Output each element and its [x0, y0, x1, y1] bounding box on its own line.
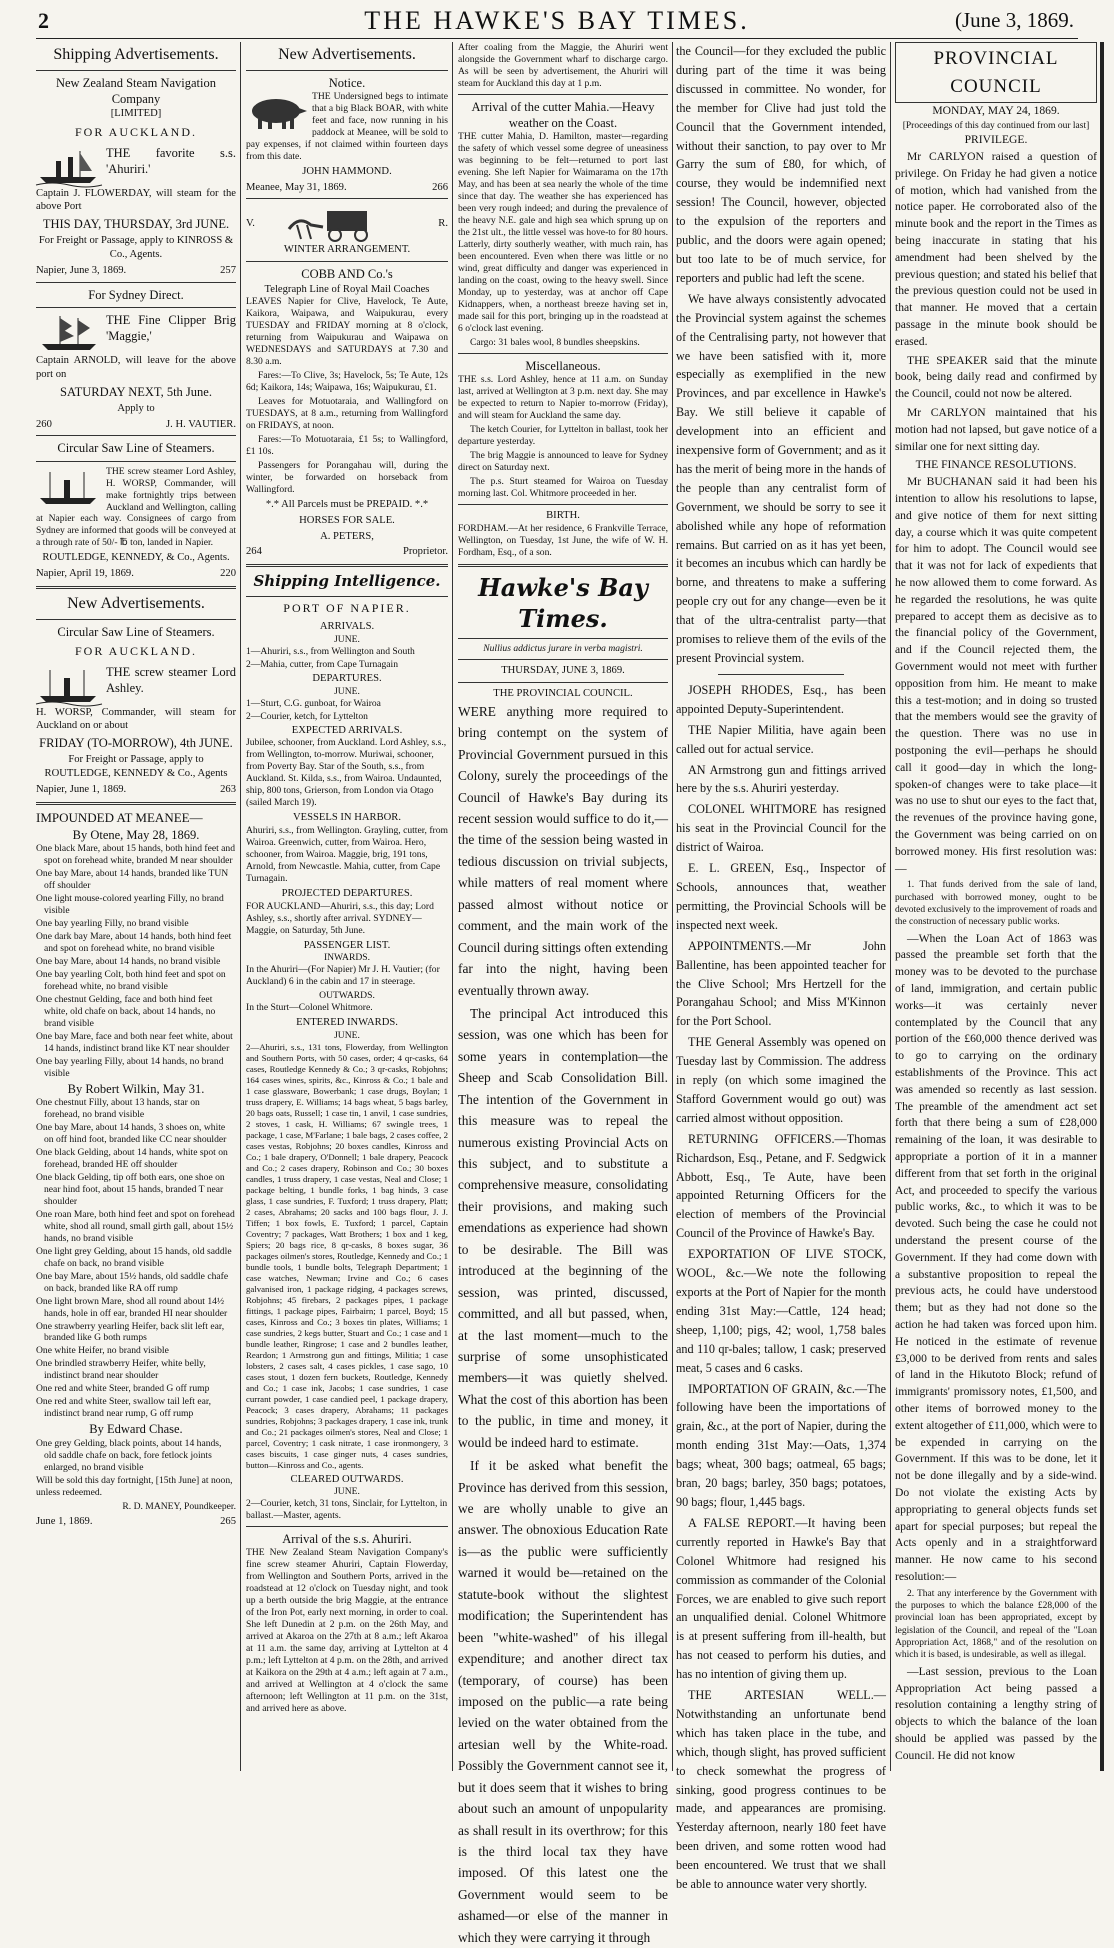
- arrivals-month: JUNE.: [334, 633, 360, 645]
- list-item: One light brown Mare, shod all round about 14½ hands, hole in off ear, branded HI near shoulder: [36, 1295, 228, 1319]
- list-item: One chestnut Gelding, face and both hind feet white, old chafe on back, about 14 hands, no brand visible: [36, 993, 216, 1029]
- entered-inwards-text: 2—Ahuriri, s.s., 131 tons, Flowerday, from Wellington and Southern Ports, with 50 cases, order; 4 qr-casks, 64 cases, Routledge Kennedy & Co.; 3 qr-casks, Robjohns; 164 cases wines, spirits, &c., Kinross & Co.; 1 bale and 1 case glassware, Bowerbank; 1 case drugs, Boylan; 1 truss drapery, E. Williams; 14 bags wheat, 5 bags barley, 20 bags oats, Russell; 1 case tin, 1 anvil, 1 case sundries, 2 stoves, 1 cask, H. Williams; 67 swingle trees, 1 package, 1 case, M'Farlane; 1 bale bags, 2 cases coffee, 2 cases vestas, Robjohns; 20 boxes candles, Kinross and Co.; 1 bale drapery, O'Donnell; 1 bale drapery, Peacock and Co.; 2 cases drapery, Robinson and Co.; 30 boxes candles, 1 truss drapery, 1 case vestas, Neal and Close; 1 package belting, 1 bundle forks, 1 bag hinds, 3 case glass, 1 case sundries, F. Tuxford; 1 truss drapery, Platt; 2 cases, Abrahams; 20 sacks and 100 bags flour, J. J. Tiffen; 1 box fowls, E. Tuxford; 1 parcel, Captain Coventry; 7 packages, Watt Brothers; 1 box and 1 keg, Spiers; 20 bags rice, 8 qr-casks, 8 boxes sugar, 36 packages oilmen's stores, Routledge, Kennedy and Co.; 1 bundle tools, 1 bundle bolts, Telegraph Department; 1 case watches, Newman; Irvine and Co.; 6 cases galvanised iron, 1 package ridging, 4 packages screws, Robjohns; 45 firebars, 2 packages pipes, 1 package fittings, 1 package pipes, Fairbairn; 1 parcel, Boyd; 15 cases, Kinross and Co.; 3 boxes tin plates, Williams; 1 case sundries, 2 kegs butter, Stuart and Co.; 1 case and 1 bundle leather, Ringrose; 1 case and 2 bundles leather, Reardon; 1 Armstrong gun and fittings, Militia; 1 case lobsters, 2 cases salt, 4 cases pickles, 1 case sago, 10 cases stout, 1 dozen fern buckets, Routledge, Kennedy and Co.; 1 case ink, Jacobs; 1 case sundries, 1 case currant powder, 1 case candied peel, 1 package drapery, Peacock; 3 cases drapery, Abrahams; 11 packages sundries, Robjohns; 3 packages drapery, 1 case ink, trunk and Co.; 21 packages oilmen's stores, Neal and Close; 1 parcel, Coventry; 1 cask nitrate, 1 case ironmongery, 3 cases biscuits, 1 case ginger nuts, 4 cases sundries, button—Kinross and Co., agents.: [246, 1042, 448, 1470]
- expected-arrivals-header: EXPECTED ARRIVALS.: [291, 724, 403, 736]
- projected-departures-header: PROJECTED DEPARTURES.: [281, 887, 413, 899]
- worsp-when: FRIDAY (TO-MORROW), 4th JUNE.: [39, 736, 233, 751]
- chase-list: [36, 1438, 236, 1474]
- misc-maggie: The brig Maggie is announced to leave for Sydney direct on Saturday next.: [458, 450, 668, 474]
- rule: [246, 198, 448, 199]
- departures-list: [246, 698, 448, 723]
- ad-number: 266: [432, 181, 448, 193]
- circular-saw-header-2: Circular Saw Line of Steamers.: [57, 624, 215, 639]
- list-item: One bay yearling Colt, both hind feet and spot on forehead white, no brand visible: [36, 968, 226, 992]
- royal-mail-line: Telegraph Line of Royal Mail Coaches: [264, 283, 430, 295]
- company-name: New Zealand Steam Navigation Company: [55, 75, 217, 107]
- list-item: One bay Mare, about 14 hands, 3 shoes on, white on off hind foot, branded like CC near shoulder: [36, 1121, 227, 1145]
- list-item: One bay yearling Filly, no brand visible: [36, 917, 189, 929]
- circular-saw-text: THE screw steamer Lord Ashley, H. WORSP, Commander, will make fortnightly trips between Auckland and Wellington, calling at Napier each way. Consignees of cargo from Sydney are informed that goods will be conveyed at a through rate of 50/- ℔ ton, landed in Napier.: [36, 465, 236, 549]
- privilege-paragraph: Mr CARLYON maintained that his motion had not lapsed, but gave notice of a similar one for next sitting day.: [895, 405, 1097, 453]
- column-divider: [672, 42, 673, 1771]
- maggie-when: SATURDAY NEXT, 5th June.: [60, 384, 212, 399]
- ahuriri-captain: Captain J. FLOWERDAY, will steam for the above Port: [36, 187, 236, 213]
- port-of-napier: PORT OF NAPIER.: [283, 600, 411, 615]
- vessels-in-harbor-header: VESSELS IN HARBOR.: [292, 812, 401, 824]
- impound-footer: June 1, 1869.: [36, 1515, 93, 1527]
- cleared-outwards-header: CLEARED OUTWARDS.: [290, 1473, 404, 1485]
- vessels-in-harbor: Ahuriri, s.s., from Wellington. Grayling, cutter, from Wairoa. Greenwich, cutter, from Wairoa. Hero, schooner, from Wairoa. Maggie, brig, 191 tons, Arnold, from Newcastle. Mahia, cutter, from Cape Turnagain.: [246, 825, 448, 884]
- cleared-outwards-text: 2—Courier, ketch, 31 tons, Sinclair, for Lyttelton, in ballast.—Master, agents.: [246, 1498, 448, 1522]
- news-item: JOSEPH RHODES, Esq., has been appointed Deputy-Superintendent.: [676, 682, 886, 716]
- column-divider: [240, 42, 241, 1771]
- wilkin-subheader: By Robert Wilkin, May 31.: [67, 1081, 205, 1096]
- shipping-intelligence-header: Shipping Intelligence.: [253, 572, 441, 591]
- expected-arrivals: Jubilee, schooner, from Auckland. Lord Ashley, s.s., from Wellington, to-morrow. Muriwai, schooner, from Poverty Bay. Star of the South, s.s., from Auckland. St. Kilda, s.s., from Wairoa. Undaunted, ship, 800 tons, Grierson, from London via Otago (sailed March 19).: [246, 737, 447, 809]
- ad-number: 264: [246, 546, 262, 558]
- wallingford-fares: Fares:—To Motuotaraia, £1 5s; to Wallingford, £1 10s.: [246, 434, 448, 458]
- steamship-icon: [36, 147, 102, 187]
- entered-inwards-header: ENTERED INWARDS.: [296, 1017, 398, 1029]
- inwards-label: INWARDS.: [323, 952, 371, 964]
- circular-saw-ad: [36, 466, 236, 581]
- notice-footer: Meanee, May 31, 1869.: [246, 181, 347, 193]
- vr-left: V.: [246, 217, 255, 229]
- entered-month: JUNE.: [334, 1030, 360, 1042]
- outwards-label: OUTWARDS.: [319, 990, 375, 1002]
- for-auckland-heading-2: FOR AUCKLAND.: [74, 644, 197, 659]
- column-divider: [452, 42, 453, 1771]
- list-item: One bay yearling Filly, about 14 hands, no brand visible: [36, 1055, 224, 1079]
- rule: [458, 682, 668, 683]
- editorial-title: THE PROVINCIAL COUNCIL.: [493, 688, 633, 700]
- list-item: 2—Mahia, cutter, from Cape Turnagain: [246, 658, 399, 670]
- coaling-note: After coaling from the Maggie, the Ahuriri went alongside the Government wharf to discharge cargo. As will be seen by advertisement, the Ahuriri will steam for Auckland this day at 1 p.m.: [458, 42, 668, 89]
- news-item: APPOINTMENTS.—Mr John Ballentine, has been appointed teacher for the Clive School; Mrs Hertzell for the Porangahau School; and Miss M'Kinnon for the Port School.: [676, 938, 886, 1029]
- rule: [246, 261, 448, 262]
- departures-header: DEPARTURES.: [312, 672, 382, 684]
- notice-title: Notice.: [328, 75, 366, 90]
- ad-number: 257: [220, 264, 236, 276]
- list-item: One light grey Gelding, about 15 hands, old saddle chafe on back, no brand visible: [36, 1245, 232, 1269]
- peters-name: A. PETERS,: [320, 530, 374, 542]
- maggie-captain: Captain ARNOLD, will leave for the above port on: [36, 354, 236, 380]
- list-item: One chestnut Filly, about 13 hands, star on forehead, no brand visible: [36, 1096, 200, 1120]
- ahuriri-arrival-header: Arrival of the s.s. Ahuriri.: [282, 1532, 412, 1547]
- ahuriri-arrival-text: THE New Zealand Steam Navigation Company's fine screw steamer Ahuriri, Captain Flowerday, from Wellington and Southern Ports, arrived in the roadstead at 12 o'clock on Tuesday night, and took up a berth outside the brig Maggie, at the entrance of the Iron Pot, early next morning, in order to coal. She left Dunedin at 2 p.m. on the 26th May, and arrived at Akaroa on the 27th at 8 a.m.; left Akaroa at 11 a.m. the same day, arriving at Lyttelton at 4 p.m.; left Lyttelton at 4 p.m. on the 28th, and arrived at Kaikora on the 29th at 4 a.m.; left again at 7 a.m., and arrived at Wellington at 4 o'clock the same afternoon; left Wellington at 11 p.m. on the 31st, and arrived here as above.: [246, 1547, 448, 1715]
- rule: [458, 94, 668, 95]
- royal-mail-coach-icon: [287, 203, 407, 243]
- column-3: [458, 42, 668, 1945]
- double-rule: [36, 802, 236, 805]
- coach-schedule: LEAVES Napier for Clive, Havelock, Te Aute, Kaikora, Waipawa, and Waipukurau, every TUESDAY and FRIDAY morning at 8 o'clock, returning from Waipukurau and Waipawa on WEDNESDAYS and SATURDAYS at 7.30 and 8.30 a.m.: [246, 296, 448, 368]
- list-item: One black Gelding, tip off both ears, one shoe on near hind foot, about 15 hands, branded T near shoulder: [36, 1171, 225, 1207]
- list-item: One red and white Steer, branded G off rump: [36, 1383, 210, 1395]
- circular-saw-agents: ROUTLEDGE, KENNEDY, & Co., Agents.: [42, 552, 230, 564]
- sailing-brig-icon: [36, 314, 102, 354]
- finance-resolutions-header: THE FINANCE RESOLUTIONS.: [915, 458, 1077, 472]
- news-item: E. L. GREEN, Esq., Inspector of Schools, announces that, weather permitting, the Provincial Schools will be inspected next week.: [676, 861, 886, 932]
- list-item: 2—Courier, ketch, for Lyttelton: [246, 710, 368, 722]
- miscellaneous-header: Miscellaneous.: [525, 359, 601, 374]
- motto: Nullius addictus jurare in verba magistri.: [483, 643, 643, 655]
- ahuriri-text: THE favorite s.s. 'Ahuriri.': [106, 145, 236, 176]
- shipping-ads-header: Shipping Advertisements.: [53, 46, 219, 63]
- rule: [36, 461, 236, 462]
- double-rule: [246, 564, 448, 567]
- editorial-continuation: the Council—for they excluded the public during part of the time it was being discussed in committee. No wonder, for the member for Clive had just told the Council that the Government intended, without their sanction, to pay over to Mr Garry the sum of £80, for which, of course, they would be indemnified next session! The Council, however, objected to the expulsion of the reporters and public, and the doors were again opened; but too late to be of much service, for reporters and public had left the scene.: [676, 44, 886, 285]
- coach-fares: Fares:—To Clive, 3s; Havelock, 5s; Te Aute, 12s 6d; Kaikora, 14s; Waipawa, 16s; Waipukurau, £1.: [246, 370, 448, 394]
- vr-right: R.: [438, 217, 448, 229]
- list-item: One white Heifer, no brand visible: [36, 1345, 169, 1357]
- misc-courier: The ketch Courier, for Lyttelton in ballast, took her departure yesterday.: [458, 424, 668, 448]
- rule: [36, 619, 236, 620]
- circular-saw-footer: Napier, April 19, 1869.: [36, 568, 134, 580]
- column-4: [676, 42, 886, 1892]
- issue-date: (June 3, 1869.: [955, 8, 1074, 32]
- list-item: One black Gelding, about 14 hands, white spot on forehead, branded HE off shoulder: [36, 1146, 228, 1170]
- editorial-paragraph: If it be asked what benefit the Province has derived from this session, we are wholly unable to give an answer. The obnoxious Education Rate is—as the public were sufficiently warned it would be—retained on the statute-book without the slightest modification; the Superintendent has been "white-washed" of his illegal expenditure; and another direct tax (temporary, of course) has been imposed on the public—a rate being levied on the water obtained from the artesian well by the White-road. Possibly the Government cannot see it, but it does seem that it wishes to bring about such an amount of unpopularity as shall result in its overthrow; for this is the third local tax they have imposed. Of this latest one the Government would seem to be ashamed—or else of the manner in which they were carrying it through: [458, 1458, 668, 1945]
- list-item: One black Mare, about 15 hands, both hind feet and spot on forehead white, branded M near shoulder: [36, 842, 236, 866]
- ahuriri-when: THIS DAY, THURSDAY, 3rd JUNE.: [42, 217, 230, 232]
- rule: [246, 1526, 448, 1527]
- rule: [458, 353, 668, 354]
- editorial-date: THURSDAY, JUNE 3, 1869.: [501, 665, 625, 677]
- horses-for-sale: HORSES FOR SALE.: [299, 514, 395, 526]
- editorial-paragraph: We have always consistently advocated the Provincial system against the schemes of the Centralising party, not however that we have been satisfied with it, more especially as exemplified in the new Provinces, and par excellence in Hawke's Bay. We still believe it capable of development into an efficient and inexpensive form of Government; and as it has the merit of being more in the hands of the people than any centralist form of Government, we should be sorry to see it abolished while any hope of reformation remains. But carried on as it has yet been, it becomes an incubus which can hardly be borne, and threatens to make a suffering people cry out for any change—even be it that of the ultra-centralist party—that promises to relieve them of the evils of the present Provincial system.: [676, 291, 886, 665]
- page-number: 2: [38, 8, 49, 33]
- passenger-list-header: PASSENGER LIST.: [303, 939, 391, 951]
- maggie-agent: J. H. VAUTIER.: [166, 418, 236, 430]
- maggie-apply: Apply to: [117, 402, 155, 414]
- lord-ashley-text: THE screw steamer Lord Ashley.: [106, 664, 236, 695]
- limited-label: [LIMITED]: [110, 108, 162, 120]
- masthead: [0, 0, 1114, 40]
- rule: [458, 504, 668, 505]
- steamship-icon: [36, 468, 102, 508]
- passenger-outwards: In the Sturt—Colonel Whitmore.: [246, 1002, 373, 1014]
- birth-notice: FORDHAM.—At her residence, 6 Frankville Terrace, Wellington, on Tuesday, 1st June, the wife of W. H. Fordham, Esq., of a son.: [458, 523, 668, 558]
- ad-number: 265: [220, 1515, 236, 1527]
- news-item: THE General Assembly was opened on Tuesday last by Commission. The address in reply (on which some imagined the Stafford Government would go out) was carried almost without opposition.: [676, 1035, 886, 1125]
- list-item: One red and white Steer, swallow tail left ear, indistinct brand near rump, G off rump: [36, 1396, 212, 1420]
- rule: [718, 674, 844, 675]
- editorial-paragraph: The principal Act introduced this session, was one which has been for some years in contemplation—the Sheep and Scab Consolidation Bill. The intention of the Government in this measure was to repeal the numerous existing Provincial Acts on this subject, and to substitute a comprehensive measure, consolidating their provisions, and making such emendations as experience had shown to be desirable. The Bill was introduced at the beginning of the session, was printed, discussed, committed, and all but passed, when, at the last moment—much to the surprise of some unsophisticated members—it was quietly shelved. What the cost of this abortion has been to the public, in time and money, it would be indeed hard to estimate.: [458, 1005, 668, 1450]
- list-item: One bay Mare, face and both near feet white, about 14 hands, indistinct brand like KT near shoulder: [36, 1030, 233, 1054]
- maggie-ad: [36, 312, 236, 431]
- birth-header: BIRTH.: [546, 510, 580, 522]
- rule: [458, 659, 668, 660]
- council-note: [Proceedings of this day continued from our last]: [902, 120, 1090, 131]
- circular-saw-header: Circular Saw Line of Steamers.: [57, 441, 215, 456]
- wilkin-list: [36, 1097, 236, 1421]
- provincial-council-header: PROVINCIAL COUNCIL: [895, 42, 1097, 103]
- sale-notice: Will be sold this day fortnight, [15th June] at noon, unless redeemed.: [36, 1474, 233, 1498]
- otene-subheader: By Otene, May 28, 1869.: [72, 827, 200, 842]
- wallingford-schedule: Leaves for Motuotaraia, and Wallingford on TUESDAYS, at 8 a.m., returning from Wallingford on FRIDAYS, at noon.: [246, 396, 448, 432]
- proprietor-label: Proprietor.: [402, 546, 448, 558]
- cleared-month: JUNE.: [334, 1486, 360, 1498]
- news-item: COLONEL WHITMORE has resigned his seat in the Provincial Council for the district of Wairoa.: [676, 802, 886, 855]
- news-item: EXPORTATION OF LIVE STOCK, WOOL, &c.—We note the following exports at the Port of Napier for the month ending 31st May:—Cattle, 124 head; sheep, 1,100; pigs, 42; wool, 1,758 bales and 110 qr-bales; tallow, 1 cask; preserved meat, 5 cases and 6 casks.: [676, 1247, 886, 1375]
- arrivals-list: [246, 646, 448, 671]
- news-item: THE ARTESIAN WELL.—Notwithstanding an unfortunate bend which has taken place in the tube, and which, though slight, has proved sufficient to check somewhat the progress of sinking, good progress continues to be made, and appearances are promising. Yesterday afternoon, nearly 180 feet have been driven, and some rotten wood had been encountered. We trust that we shall be able to announce water very shortly.: [676, 1688, 886, 1892]
- list-item: One strawberry yearling Heifer, back slit left ear, branded like G both rumps: [36, 1320, 225, 1344]
- council-date: MONDAY, MAY 24, 1869.: [932, 104, 1060, 118]
- news-item: A FALSE REPORT.—It having been currently reported in Hawke's Bay that Colonel Whitmore had resigned his commission as commander of the Colonial Forces, we are enabled to give such report an unqualified denial. Colonel Whitmore is at present suffering from ill-health, but has not ceased to perform his duties, and has no intention of giving them up.: [676, 1515, 886, 1682]
- cobb-and-co: COBB AND Co.'s: [301, 267, 393, 282]
- rule: [246, 70, 448, 71]
- poundkeeper: R. D. MANEY, Poundkeeper.: [122, 1500, 236, 1512]
- boar-icon: [246, 91, 308, 133]
- finance-paragraph: —When the Loan Act of 1863 was passed the preamble set forth that the money was to be devoted to the purchase of land, immigration, and certain public works—it was certainly never contemplated by the Council that any portion of the £60,000 thence derived was to go to carrying on the ordinary establishments of the Province. This act was amended so recently as last session. The preamble of the amendment act set forth that there being a sum of £28,000 remaining of the loan, it was desirable to appropriate a portion of it in a manner different from that set forth in the original Act, and proceeded to specify the various public works, &c., to which it was to be devoted. Such being the case he could not understand the present course of the Government. If they had come down with a substantive proposition to repeal the previous acts, he could have understood them; but as they had not done so the action he had taken was forced upon him. He noticed in the estimate of revenue £3,000 to be derived from rents and sales of land in the Hikutoto Block; refund of immigrants' promissory notes, £1,500, and other items of borrowed money to the extent altogether of £11,000, which were to be expended in carrying on the Government. If this was to be done, let it not be done illegally and by a side-wind. Do not violate the existing Acts by appropriating to general objects funds set apart for special purposes; but repeal the Acts openly and in a straightforward manner. He now came to his second resolution:—: [895, 931, 1097, 1583]
- porangahau-note: Passengers for Porangahau will, during the winter, be forwarded on horseback from Wallingford.: [246, 460, 448, 496]
- privilege-paragraph: Mr CARLYON raised a question of privilege. On Friday he had given a notice of motion, which had vanished from the notice paper. He corroborated also of the minute book and the report in the Times as being inaccurate in stating that his amendment had been shelved by the previous question; and stated his belief that the previous question could not be used in that manner. He moved that a certain passage in the minute book should be erased.: [895, 150, 1097, 348]
- list-item: One bay Mare, about 15½ hands, old saddle chafe on back, branded like RA off rump: [36, 1270, 229, 1294]
- worsp-freight: For Freight or Passage, apply to ROUTLEDGE, KENNEDY & Co., Agents: [44, 754, 228, 780]
- column-5: [895, 42, 1097, 1771]
- finance-paragraph: —Last session, previous to the Loan Appropriation Act being passed a resolution containing a lengthy string of objects to which the balance of the loan should be applied was passed by the Council. He did not know: [895, 1664, 1097, 1762]
- sydney-header: For Sydney Direct.: [88, 287, 184, 302]
- arrivals-header: ARRIVALS.: [319, 621, 375, 633]
- rule: [36, 307, 236, 308]
- rule: [246, 596, 448, 597]
- ad-number: 220: [220, 568, 236, 580]
- for-auckland-heading: FOR AUCKLAND.: [74, 125, 197, 140]
- paper-title: Hawke's Bay Times.: [478, 572, 648, 634]
- ad-number: 260: [36, 418, 52, 430]
- list-item: 1—Ahuriri, s.s., from Wellington and South: [246, 645, 415, 657]
- lord-ashley-ad: [36, 664, 236, 797]
- projected-departures: FOR AUCKLAND—Ahuriri, s.s., this day; Lord Ashley, s.s., shortly after arrival. SYDNEY—Maggie, on Saturday, 5th June.: [246, 900, 434, 936]
- mahia-text: THE cutter Mahia, D. Hamilton, master—regarding the safety of which vessel some degree of uneasiness was beginning to be felt—returned to port last evening. She left Napier for Waimarama on the 17th May, and has been at sea nearly the whole of the time since that day. The weather she has experienced has been very rough indeed; and during the prevalence of the heavy N.E. gale and high sea which sprung up on the 21st ult., the little vessel was hove-to for 80 hours. Latterly, dirty southerly weather, with much rain, has been encountered. Even when there was little or no wind, great difficulty and danger was experienced in landing on the coast, owing to the heavy swell. Since Monday, up to yesterday, was at anchor off Cape Kidnappers, when, a northeast breeze having set in, made sail for this port, bringing up in the roadstead at 6 o'clock last evening.: [458, 131, 668, 335]
- prepaid-note: *.* All Parcels must be PREPAID. *.*: [265, 499, 429, 511]
- column-divider: [890, 42, 891, 1771]
- list-item: One dark bay Mare, about 14 hands, both hind feet and spot on forehead white, no brand visible: [36, 930, 232, 954]
- rule: [36, 70, 236, 71]
- list-item: One light mouse-colored yearling Filly, no brand visible: [36, 892, 224, 916]
- impounded-header: IMPOUNDED AT MEANEE—: [36, 809, 203, 825]
- column-1: [36, 42, 236, 1771]
- notice-signature: JOHN HAMMOND.: [302, 165, 392, 177]
- news-item: AN Armstrong gun and fittings arrived here by the s.s. Ahuriri yesterday.: [676, 762, 886, 796]
- masthead-rule: [36, 38, 1078, 39]
- ad-number: 263: [220, 783, 236, 795]
- departures-month: JUNE.: [334, 685, 360, 697]
- ahuriri-freight: For Freight or Passage, apply to KINROSS & Co., Agents.: [38, 235, 234, 261]
- rule: [36, 282, 236, 283]
- new-advertisements-header: New Advertisements.: [278, 46, 416, 63]
- maggie-text: THE Fine Clipper Brig 'Maggie,': [106, 312, 236, 344]
- newspaper-title: THE HAWKE'S BAY TIMES.: [364, 6, 750, 35]
- editorial-paragraph: WERE anything more required to bring contempt on the system of Provincial Government pursued in this Colony, surely the proceedings of the Council of Hawke's Bay during its recent session would suffice to do it,—the time of the session being wasted in tedious discussion on trivial subjects, while matters of real moment where passed almost without notice or comment, and the main work of the Council during sittings often extending far into the night, having been eventually thrown away.: [458, 703, 668, 998]
- rule: [36, 435, 236, 436]
- chase-subheader: By Edward Chase.: [89, 1422, 183, 1437]
- mahia-cargo: Cargo: 31 bales wool, 8 bundles sheepskins.: [470, 337, 640, 349]
- double-rule: [458, 564, 668, 567]
- ahuriri-ad: [36, 145, 236, 278]
- privilege-header: PRIVILEGE.: [964, 133, 1028, 147]
- notice-text: THE Undersigned begs to intimate that a big Black BOAR, with white feet and face, now running in his paddock at Meanee, will be sold to pay expenses, if not claimed within fourteen days from this date.: [246, 91, 448, 162]
- column-2: [246, 42, 448, 1771]
- winter-arrangement: WINTER ARRANGEMENT.: [283, 244, 411, 256]
- list-item: One roan Mare, both hind feet and spot on forehead white, shod all round, small girth gall, about 15½ hands, no brand visible: [36, 1208, 235, 1244]
- passenger-inwards: In the Ahuriri—(For Napier) Mr J. H. Vautier; (for Auckland) 6 in the cabin and 17 in steerage.: [246, 964, 440, 988]
- list-item: One brindled strawberry Heifer, white belly, indistinct brand near shoulder: [36, 1358, 206, 1382]
- news-item: RETURNING OFFICERS.—Thomas Richardson, Esq., Petane, and F. Sedgwick Abbott, Esq., Te Aute, have been appointed Returning Officers for the election of members of the Provincial Council of the Province of Hawke's Bay.: [676, 1131, 886, 1241]
- misc-sturt: The p.s. Sturt steamed for Wairoa on Tuesday morning last. Col. Whitmore proceeded in her.: [458, 476, 668, 500]
- steamship-icon: [36, 666, 102, 706]
- finance-paragraph: Mr BUCHANAN said it had been his intention to allow his resolutions to lapse, and give notice of them for next sitting day, a course which it was quite competent for him to adopt. The Council would see that it was not for lack of expedients that he now allowed them to come forward. As he regarded the resolutions, he was quite prepared to accept them as decisive as to the financial policy of the Government, and if the Council rejected them, the Government would not meet with further opposition from him. He meant to make this a test-motion; and in doing so trusted that the members would see the gravity of the question. There was no use in postponing the evil—perhaps he should call it good—day in which the long-spoken-of changes were to take place—it was no use to shut our eyes to the fact that, the revenues of the province having gone, the Government was being carried on on borrowed money. His first resolution was:—: [895, 475, 1097, 875]
- otene-list: [36, 843, 236, 1080]
- ahuriri-footer: Napier, June 3, 1869.: [36, 264, 127, 276]
- news-item: IMPORTATION OF GRAIN, &c.—The following have been the importations of grain, &c., at the port of Napier, during the month ending 31st May:—Oats, 1,374 bags; wheat, 300 bags; oatmeal, 65 bags; bran, 20 bags; barley, 350 bags; potatoes, 90 bags; flour, 1,445 bags.: [676, 1381, 886, 1509]
- news-item: THE Napier Militia, have again been called out for actual service.: [676, 722, 886, 756]
- resolution-2: 2. That any interference by the Government with the purposes to which the balance £28,000 of the provincial loan has been appropriated, except by legislation of the Council, and repeal of the "Loan Appropriation Act, 1868," and of the resolution on which it is based, is undesirable, as well as illegal.: [895, 1588, 1097, 1661]
- local-news-list: [676, 681, 886, 1894]
- new-advertisements-header: New Advertisements.: [67, 594, 205, 612]
- list-item: One grey Gelding, black points, about 14 hands, old saddle chafe on back, fore fetlock joints enlarged, no brand visible: [36, 1437, 222, 1473]
- privilege-paragraph: THE SPEAKER said that the minute book, being daily read and confirmed by the Council, could not now be altered.: [895, 353, 1097, 401]
- list-item: 1—Sturt, C.G. gunboat, for Wairoa: [246, 697, 381, 709]
- resolution-1: 1. That funds derived from the sale of land, purchased with borrowed money, ought to be devoted exclusively to the improvement of roads and the construction of necessary public works.: [895, 880, 1097, 928]
- misc-lord-ashley: THE s.s. Lord Ashley, hence at 11 a.m. on Sunday last, arrived at Wellington at 3 p.m. next day. She may be expected to return to Napier to-morrow (Friday), and will steam for Auckland the same day.: [458, 374, 668, 422]
- list-item: One bay Mare, about 14 hands, no brand visible: [36, 955, 221, 967]
- mahia-header: Arrival of the cutter Mahia.—Heavy weather on the Coast.: [471, 99, 655, 131]
- double-rule: [36, 586, 236, 589]
- worsp-footer: Napier, June 1, 1869.: [36, 783, 127, 795]
- page-edge-rule: [1100, 42, 1104, 1771]
- rule: [458, 638, 668, 639]
- worsp-text: H. WORSP, Commander, will steam for Auckland on or about: [36, 706, 236, 732]
- list-item: One bay Mare, about 14 hands, branded like TUN off shoulder: [36, 867, 229, 891]
